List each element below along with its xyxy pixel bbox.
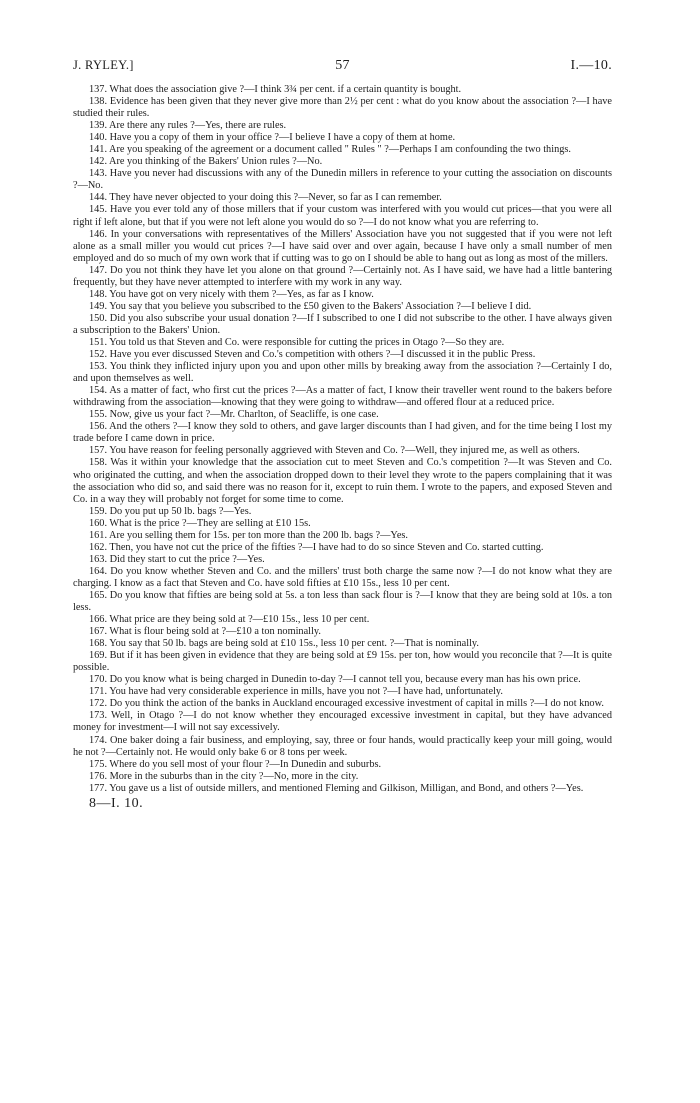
- question-139: 139. Are there any rules ?—Yes, there are rules.: [89, 120, 287, 132]
- header-witness-name: J. RYLEY.]: [73, 58, 134, 72]
- question-157: 157. You have reason for feeling personally aggrieved with Steven and Co. ?—Well, they injured me, as well as others.: [89, 445, 580, 457]
- question-137: 137. What does the association give ?—I think 3¾ per cent. if a certain quantity is bought.: [89, 84, 462, 95]
- question-172: 172. Do you think the action of the banks in Auckland encouraged excessive investment of capital in mills ?—I do not know.: [89, 698, 604, 710]
- question-156: 156. And the others ?—I know they sold to others, and gave larger discounts than I had given, and for the time being I lost my trade before I came down in price.: [73, 421, 612, 445]
- question-154: 154. As a matter of fact, who first cut the prices ?—As a matter of fact, I know their traveller went round to the bakers before withdrawing from the association—knowing that they were going to withdraw—and offered flour at a reduced price.: [73, 385, 612, 409]
- question-146: 146. In your conversations with representatives of the Millers' Association have you not suggested that if you were not left alone as a small miller you would cut prices ?—I have said over and over again, because I have only a small number of men employed and do so much of my own work that if cutting was to go on I should be able to hang out as long as most of the millers.: [73, 228, 612, 264]
- question-147: 147. Do you not think they have let you alone on that ground ?—Certainly not. As I have said, we have had a little bantering frequently, but they have never attempted to interfere with my work in any way.: [73, 264, 612, 288]
- question-173: 173. Well, in Otago ?—I do not know whether they encouraged excessive investment in capital, but they have advanced money for investment—I will not say excessively.: [73, 710, 612, 734]
- question-175: 175. Where do you sell most of your flour ?—In Dunedin and suburbs.: [89, 758, 382, 770]
- question-153: 153. You think they inflicted injury upon you and upon other mills by breaking away from the association ?—Certainly I do, and upon themselves as well.: [73, 361, 612, 385]
- question-174: 174. One baker doing a fair business, and employing, say, three or four hands, would practically keep your mill going, would he not ?—Certainly not. He would only bake 6 or 8 tons per week.: [73, 734, 612, 758]
- question-166: 166. What price are they being sold at ?—£10 15s., less 10 per cent.: [89, 614, 370, 626]
- question-159: 159. Do you put up 50 lb. bags ?—Yes.: [89, 505, 252, 517]
- question-164: 164. Do you know whether Steven and Co. and the millers' trust both charge the same now ?—I do not know what they are charging. I know as a fact that Steven and Co. have sold fifties at £10 15s., less 10 per cent.: [73, 565, 612, 589]
- question-140: 140. Have you a copy of them in your office ?—I believe I have a copy of them at home.: [89, 132, 456, 144]
- question-170: 170. Do you know what is being charged in Dunedin to-day ?—I cannot tell you, because every man has his own price.: [89, 674, 581, 686]
- document-reference: I.—10.: [570, 58, 612, 73]
- question-141: 141. Are you speaking of the agreement or a document called " Rules " ?—Perhaps I am confounding the two things.: [89, 144, 571, 156]
- signature-mark: 8—I. 10.: [89, 795, 144, 811]
- question-168: 168. You say that 50 lb. bags are being sold at £10 15s., less 10 per cent. ?—That is nominally.: [89, 638, 479, 650]
- page-header: [73, 58, 612, 80]
- question-142: 142. Are you thinking of the Bakers' Union rules ?—No.: [89, 156, 323, 168]
- question-148: 148. You have got on very nicely with them ?—Yes, as far as I know.: [89, 288, 374, 300]
- question-165: 165. Do you know that fifties are being sold at 5s. a ton less than sack flour is ?—I know that they are being sold at 10s. a ton less.: [73, 589, 612, 614]
- question-155: 155. Now, give us your fact ?—Mr. Charlton, of Seacliffe, is one case.: [89, 409, 379, 421]
- question-143: 143. Have you never had discussions with any of the Dunedin millers in reference to your cutting the association on discounts ?—No.: [73, 168, 612, 192]
- question-167: 167. What is flour being sold at ?—£10 a ton nominally.: [89, 626, 321, 638]
- question-150: 150. Did you also subscribe your usual donation ?—If I subscribed to one I did not subscribe to the other. I have always given a subscription to the Bakers' Union.: [73, 312, 612, 336]
- question-169: 169. But if it has been given in evidence that they are being sold at £9 15s. per ton, how would you reconcile that ?—It is quite possible.: [73, 650, 612, 674]
- question-144: 144. They have never objected to your doing this ?—Never, so far as I can remember.: [89, 192, 442, 204]
- question-176: 176. More in the suburbs than in the city ?—No, more in the city.: [89, 770, 359, 782]
- page-number: 57: [335, 58, 350, 73]
- question-160: 160. What is the price ?—They are selling at £10 15s.: [89, 517, 311, 529]
- question-151: 151. You told us that Steven and Co. were responsible for cutting the prices in Otago ?—So they are.: [89, 336, 505, 348]
- question-162: 162. Then, you have not cut the price of the fifties ?—I have had to do so since Steven and Co. started cutting.: [89, 541, 544, 553]
- question-161: 161. Are you selling them for 15s. per ton more than the 200 lb. bags ?—Yes.: [89, 529, 408, 541]
- testimony-body: [73, 84, 612, 795]
- question-152: 152. Have you ever discussed Steven and Co.'s competition with others ?—I discussed it in the public Press.: [89, 349, 536, 361]
- question-145: 145. Have you ever told any of those millers that if your custom was interfered with you would cut prices—that you were all right if left alone, but that if you were not left alone you would do so ?—I do not know what you are referring to.: [73, 204, 612, 228]
- question-177: 177. You gave us a list of outside millers, and mentioned Fleming and Gilkison, Milligan, and Bond, and others ?—Yes.: [89, 782, 584, 794]
- question-163: 163. Did they start to cut the price ?—Yes.: [89, 553, 265, 565]
- question-138: 138. Evidence has been given that they never give more than 2½ per cent : what do you know about the association ?—I have studied their rules.: [73, 96, 612, 120]
- question-158: 158. Was it within your knowledge that the association cut to meet Steven and Co.'s competition ?—It was Steven and Co. who originated the cutting, and when the association dropped down to their level they wrote to the papers complaining that it was the association who did so, and said there was no reason for it, except to ruin them. I wrote to the papers, and exposed Steven and Co. in a way they will probably not forget for some time to come.: [73, 457, 612, 505]
- question-171: 171. You have had very considerable experience in mills, have you not ?—I have had, unfortunately.: [89, 686, 503, 698]
- question-149: 149. You say that you believe you subscribed to the £50 given to the Bakers' Association ?—I believe I did.: [89, 300, 532, 312]
